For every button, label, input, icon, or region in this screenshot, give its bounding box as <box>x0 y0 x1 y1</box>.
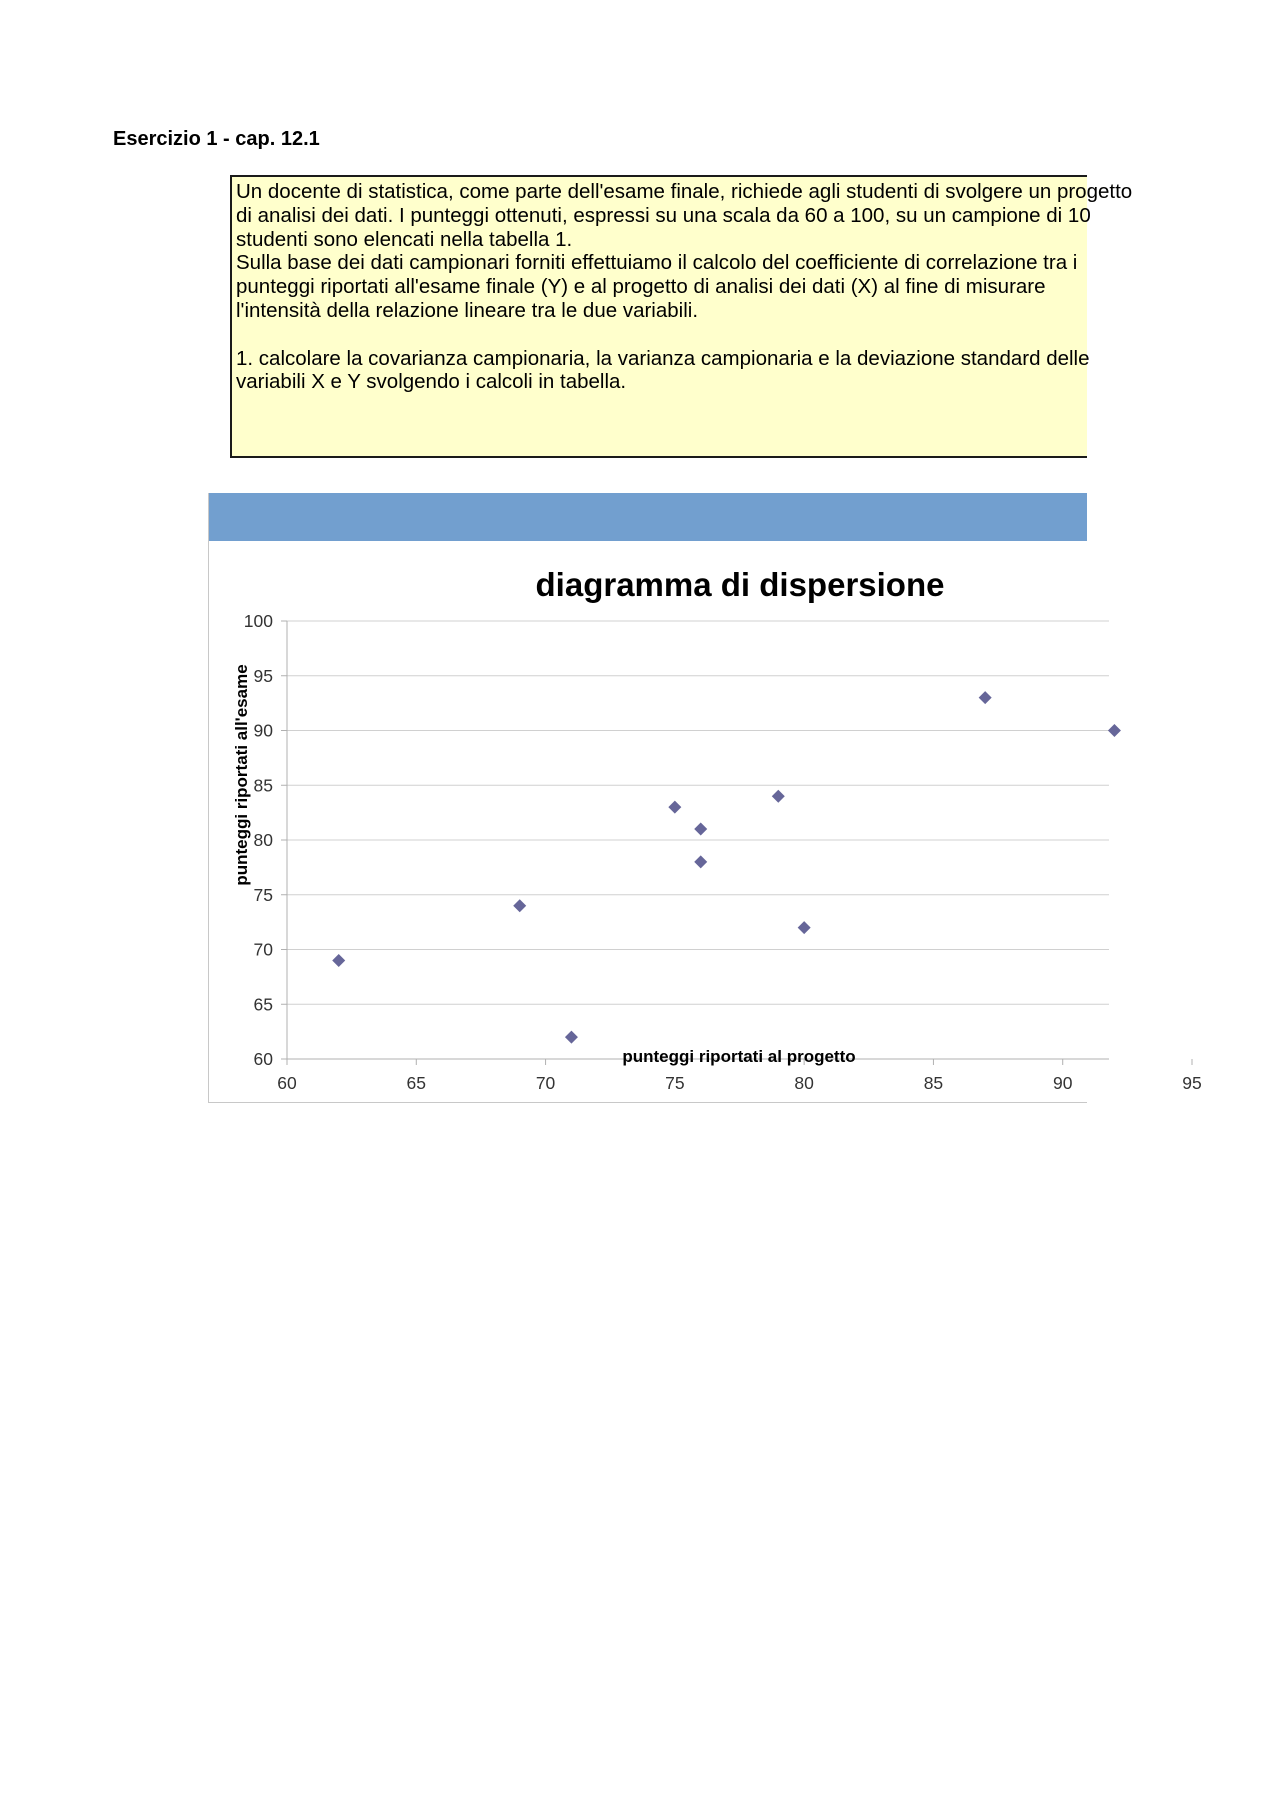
y-tick-label: 95 <box>253 665 273 686</box>
data-point <box>513 899 526 912</box>
text-line: 1. calcolare la covarianza campionaria, la varianza campionaria e la deviazione standard delle <box>236 346 1090 370</box>
x-tick-label: 85 <box>923 1073 944 1093</box>
y-axis-label: punteggi riportati all'esame <box>232 664 251 886</box>
y-tick-label: 75 <box>253 884 273 905</box>
data-point-layer <box>332 691 1121 1043</box>
data-point <box>979 691 992 704</box>
text-line: Sulla base dei dati campionari forniti effettuiamo il calcolo del coefficiente di correlazione tra i <box>236 251 1078 275</box>
x-tick-label: 80 <box>794 1073 814 1093</box>
data-point <box>772 790 785 803</box>
x-tick-label: 95 <box>1182 1073 1202 1093</box>
x-axis-label: punteggi riportati al progetto <box>622 1047 856 1066</box>
grid-layer <box>281 621 1192 1065</box>
y-tick-label: 60 <box>253 1049 273 1069</box>
data-point <box>668 801 681 814</box>
x-tick-label: 60 <box>277 1073 297 1093</box>
y-tick-label: 70 <box>253 939 273 960</box>
exercise-title: Esercizio 1 - cap. 12.1 <box>113 128 320 150</box>
text-line-blank <box>236 323 1236 347</box>
tick-label-layer <box>244 611 1202 1093</box>
y-tick-label: 65 <box>253 994 273 1015</box>
data-point <box>565 1031 578 1044</box>
text-line: studenti sono elencati nella tabella 1. <box>236 227 573 251</box>
data-point <box>332 954 345 967</box>
text-line: l'intensità della relazione lineare tra le due variabili. <box>236 298 699 322</box>
x-tick-label: 75 <box>665 1073 685 1093</box>
data-point <box>1108 724 1121 737</box>
chart-title: diagramma di dispersione <box>535 566 945 603</box>
y-tick-label: 100 <box>243 611 273 631</box>
text-line: variabili X e Y svolgendo i calcoli in tabella. <box>236 370 627 394</box>
scatter-chart <box>208 493 1202 1103</box>
x-tick-label: 65 <box>406 1073 427 1093</box>
y-tick-label: 90 <box>253 720 273 741</box>
text-line: Un docente di statistica, come parte dell'esame finale, richiede agli studenti di svolgere un progetto <box>236 180 1133 203</box>
y-tick-label: 80 <box>253 830 273 850</box>
text-line: punteggi riportati all'esame finale (Y) e al progetto di analisi dei dati (X) al fine di misurare <box>236 275 1046 299</box>
exercise-text-box <box>230 175 1133 458</box>
data-point <box>694 855 707 868</box>
chart-canvas <box>209 493 1202 1103</box>
data-point <box>694 823 707 836</box>
x-tick-label: 90 <box>1052 1073 1073 1093</box>
x-tick-label: 70 <box>535 1073 556 1093</box>
text-line: di analisi dei dati. I punteggi ottenuti, espressi su una scala da 60 a 100, su un campione di 10 <box>236 203 1091 227</box>
y-tick-label: 85 <box>253 775 273 796</box>
exercise-text <box>232 177 1236 394</box>
data-point <box>798 921 811 934</box>
